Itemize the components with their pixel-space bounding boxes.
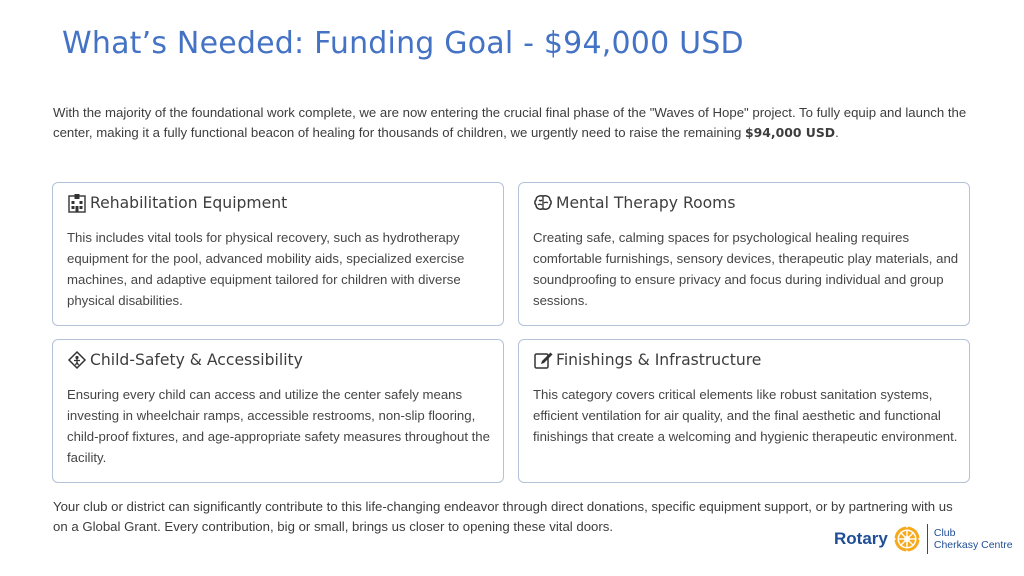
hospital-icon — [67, 193, 87, 213]
card-title: Mental Therapy Rooms — [556, 194, 736, 212]
rotary-wheel-icon — [892, 524, 922, 554]
logo-divider — [927, 524, 928, 554]
card-title: Rehabilitation Equipment — [90, 194, 288, 212]
card-header — [67, 350, 303, 370]
card-header — [67, 193, 287, 213]
card-title: Finishings & Infrastructure — [556, 351, 762, 369]
rotary-logo — [834, 521, 1013, 557]
intro-text: With the majority of the foundational work complete, we are now entering the crucial final phase of the "Waves of Hope" project. To fully equip and launch the center, making it a fully functional beacon of healing for thousands of children, we urgently need to raise the remaining — [53, 105, 967, 140]
card-child-safety-accessibility — [52, 339, 504, 483]
funding-amount: $94,000 USD — [745, 125, 836, 140]
logo-wordmark: Rotary — [834, 529, 888, 548]
club-line-2: Cherkasy Centre — [933, 539, 1013, 551]
page-title: What’s Needed: Funding Goal - $94,000 USD — [62, 26, 744, 61]
card-title: Child-Safety & Accessibility — [90, 351, 303, 369]
card-finishings-infrastructure — [518, 339, 970, 483]
club-line-1: Club — [933, 527, 956, 539]
child-safety-icon — [67, 350, 87, 370]
card-body: This category covers critical elements like robust sanitation systems, efficient ventilation for air quality, and the final aesthetic and functional finishings that create a welcoming and hygienic therapeutic environment. — [533, 387, 958, 444]
card-header — [533, 350, 761, 370]
card-body: This includes vital tools for physical recovery, such as hydrotherapy equipment for the pool, advanced mobility aids, specialized exercise machines, and adaptive equipment tailored for children with diverse physical disabilities. — [67, 230, 465, 308]
hammer-icon — [533, 350, 553, 370]
club-name — [934, 527, 1013, 551]
outro-paragraph: Your club or district can significantly contribute to this life-changing endeavor through direct donations, specific equipment support, or by partnering with us on a Global Grant. Every contribution, big or small, brings us closer to opening these vital doors. — [53, 499, 953, 534]
card-body: Ensuring every child can access and utilize the center safely means investing in wheelchair ramps, accessible restrooms, non-slip flooring, child-proof fixtures, and age-appropriate safety measures throughout the facility. — [67, 387, 490, 465]
card-mental-therapy-rooms — [518, 182, 970, 326]
intro-paragraph — [53, 103, 973, 143]
card-rehabilitation-equipment — [52, 182, 504, 326]
intro-end: . — [835, 125, 839, 140]
brain-icon — [533, 193, 553, 213]
card-header — [533, 193, 735, 213]
card-body: Creating safe, calming spaces for psychological healing requires comfortable furnishings, sensory devices, therapeutic play materials, and soundproofing to ensure privacy and focus during individual and group sessions. — [533, 230, 959, 308]
